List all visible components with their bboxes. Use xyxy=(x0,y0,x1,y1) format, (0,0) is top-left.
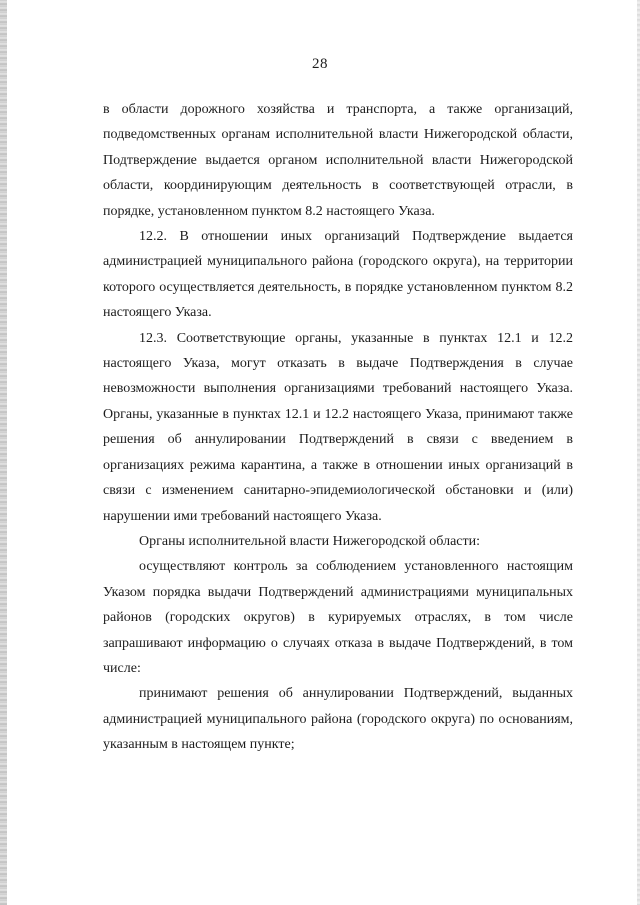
paragraph-control: осуществляют контроль за соблюдением установленного настоящим Указом порядка выдачи Подтверждений администрациями муниципальных районов (городских округов) в курируемых отраслях, в том числе запрашивают информацию о случаях отказа в выдаче Подтверждений, в том числе: xyxy=(103,559,573,676)
document-body xyxy=(103,97,573,758)
scan-edge-left xyxy=(0,0,7,905)
paragraph-annul: принимают решения об аннулировании Подтверждений, выданных администрацией муниципального района (городского округа) по основаниям, указанным в настоящем пункте; xyxy=(103,686,573,753)
paragraph-clause-12-3: 12.3. Соответствующие органы, указанные в пунктах 12.1 и 12.2 настоящего Указа, могут отказать в выдаче Подтверждения в случае невозможности выполнения организациями требований настоящего Указа. Органы, указанные в пунктах 12.1 и 12.2 настоящего Указа, принимают также решения об аннулировании Подтверждений в связи с введением в организациях режима карантина, а также в отношении иных организаций в связи с изменением санитарно-эпидемиологической обстановки и (или) нарушении ими требований настоящего Указа. xyxy=(103,330,573,524)
paragraph-continuation: в области дорожного хозяйства и транспорта, а также организаций, подведомственных органам исполнительной власти Нижегородской области, Подтверждение выдается органом исполнительной власти Нижегородской области, координирующим деятельность в соответствующей отрасли, в порядке, установленном пунктом 8.2 настоящего Указа. xyxy=(103,102,573,219)
paragraph-clause-12-2: 12.2. В отношении иных организаций Подтверждение выдается администрацией муниципального района (городского округа), на территории которого осуществляется деятельность, в порядке установленном пунктом 8.2 настоящего Указа. xyxy=(103,229,573,321)
page-number: 28 xyxy=(312,56,328,72)
paragraph-organs-intro: Органы исполнительной власти Нижегородской области: xyxy=(139,533,480,549)
